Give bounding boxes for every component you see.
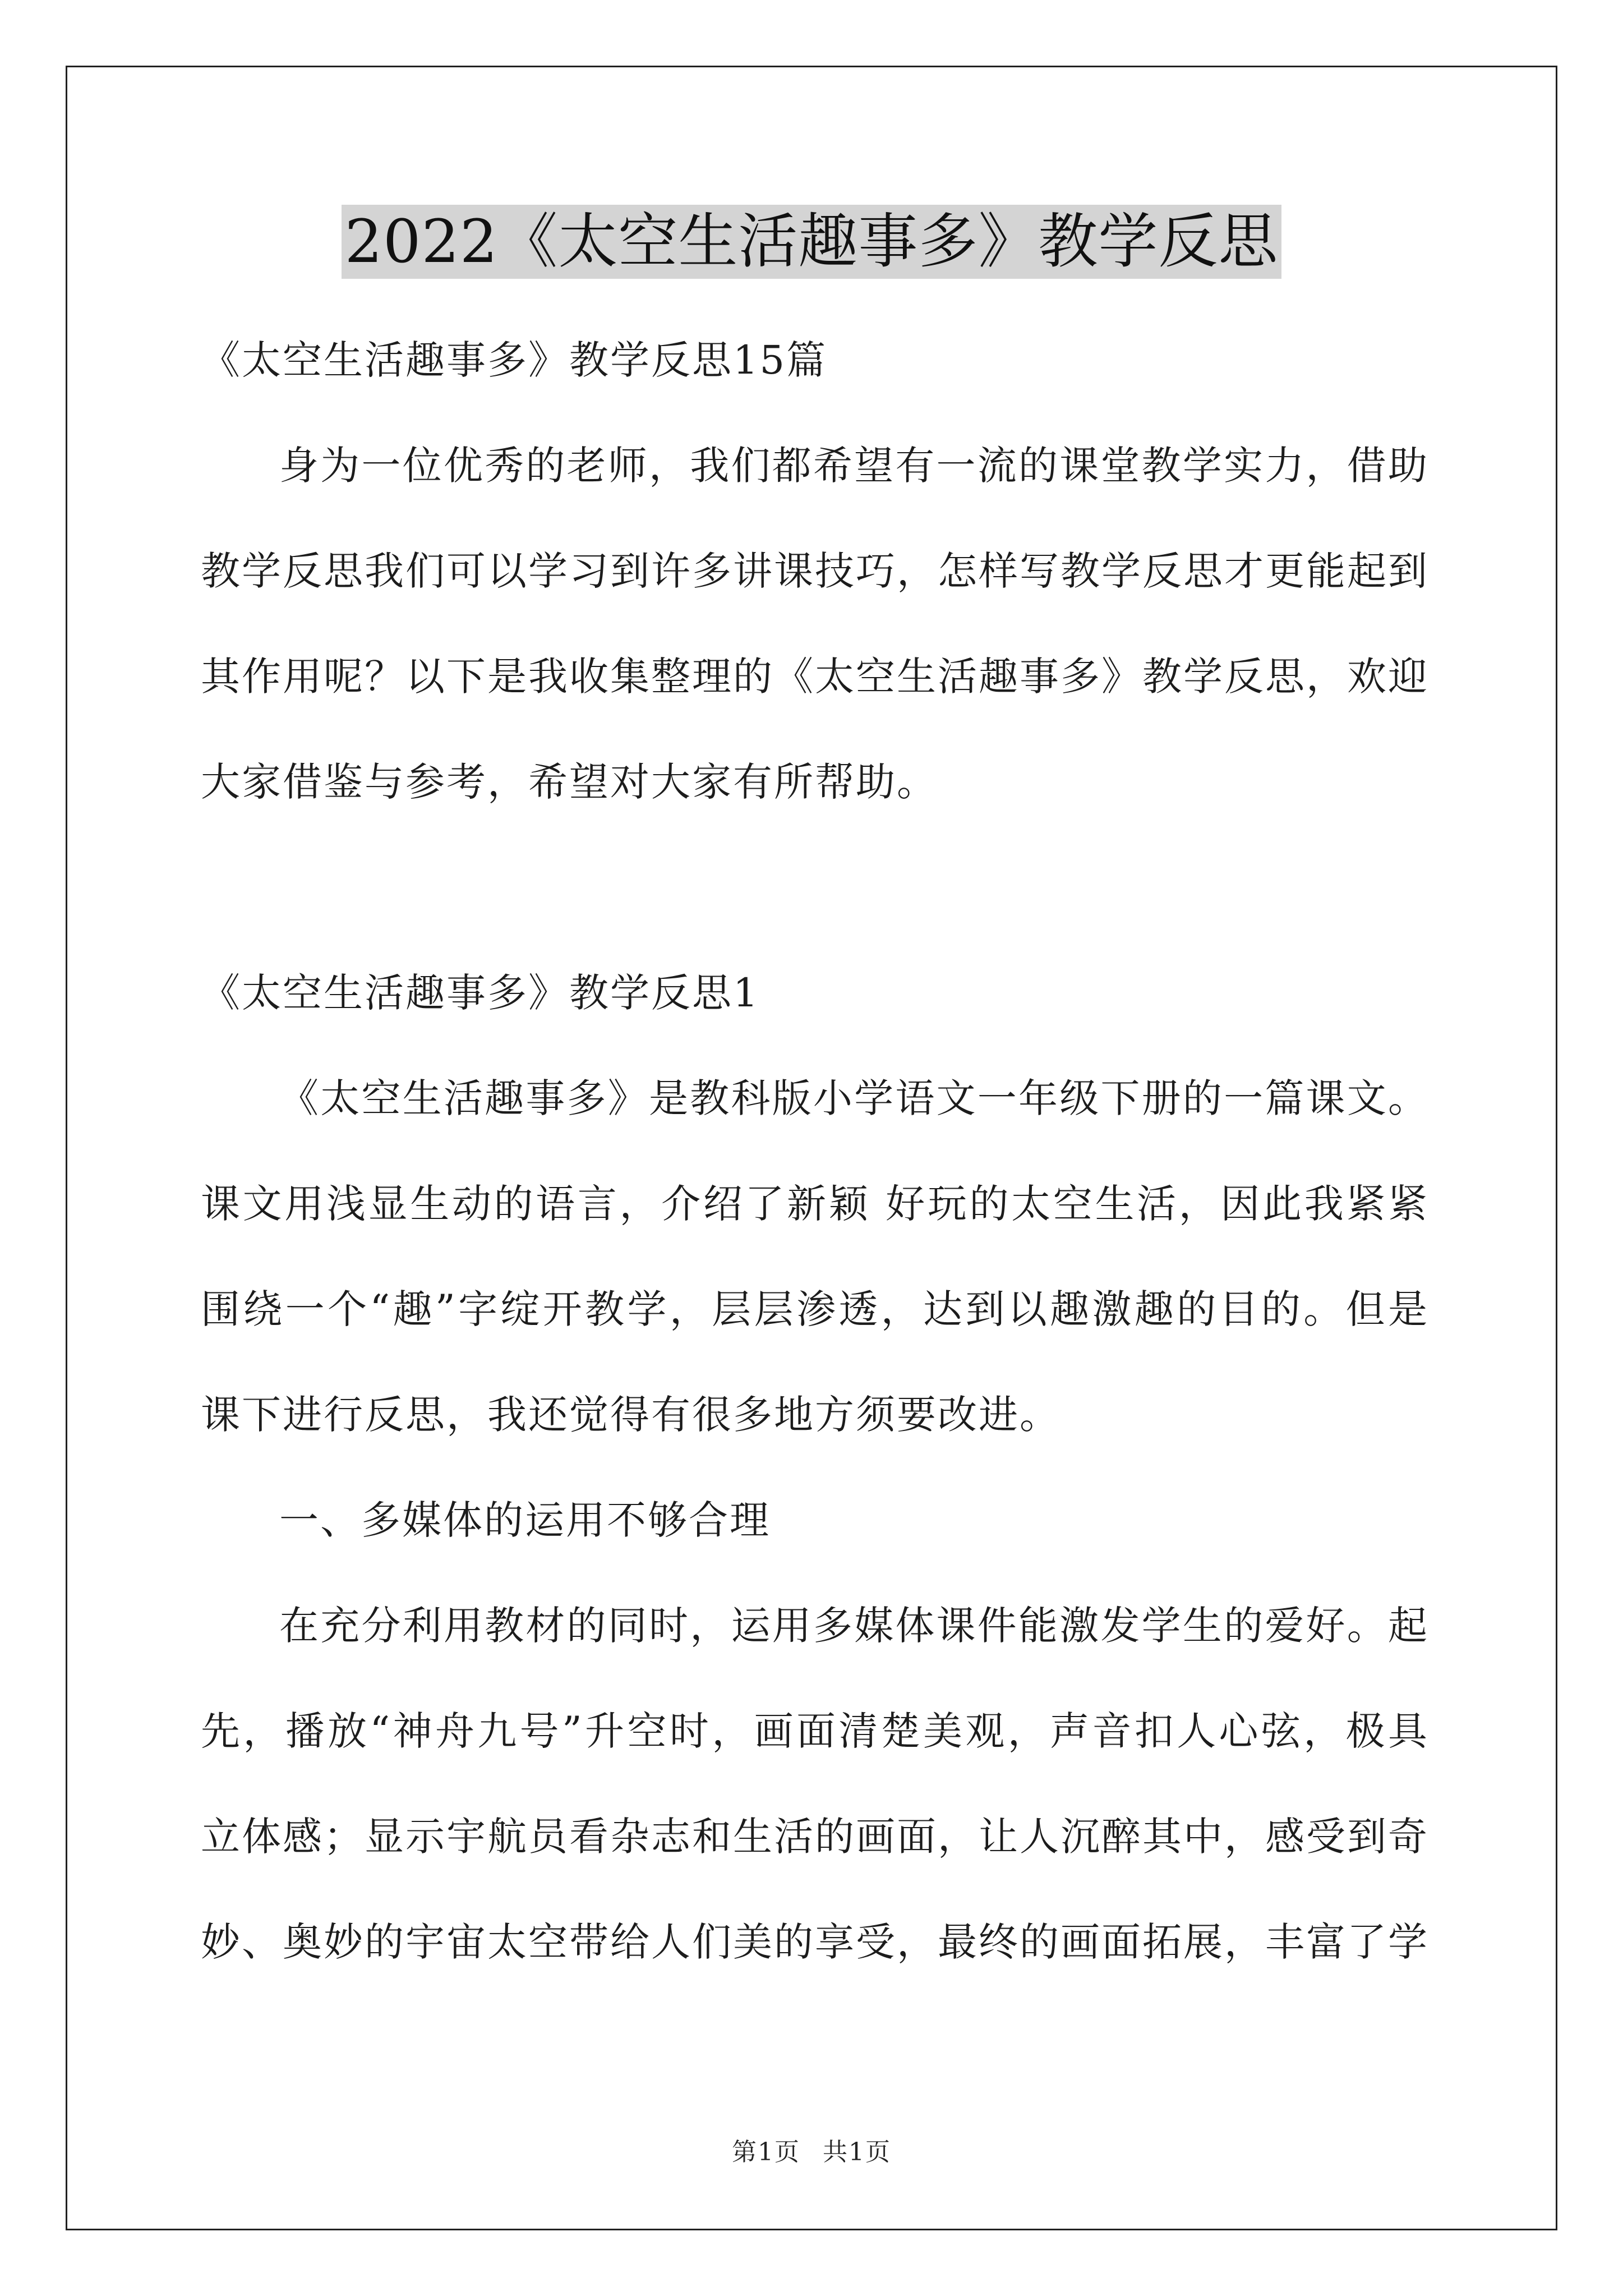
intro-line-2: 教学反思我们可以学习到许多讲课技巧，怎样写教学反思才更能起到 [201, 548, 1429, 594]
subtitle: 《太空生活趣事多》教学反思15篇 [201, 337, 828, 383]
intro-line-1: 身为一位优秀的老师，我们都希望有一流的课堂教学实力，借助 [279, 443, 1429, 489]
para1-line-1: 《太空生活趣事多》是教科版小学语文一年级下册的一篇课文。 [279, 1075, 1429, 1121]
page-number: 第1页 [732, 2138, 800, 2166]
document-title: 2022《太空生活趣事多》教学反思 [342, 205, 1282, 279]
para2-line-4: 妙、奥妙的宇宙太空带给人们美的享受，最终的画面拓展，丰富了学 [201, 1919, 1429, 1965]
page-total: 共1页 [823, 2138, 891, 2166]
para2-line-3: 立体感；显示宇航员看杂志和生活的画面，让人沉醉其中，感受到奇 [201, 1814, 1429, 1860]
point-heading: 一、多媒体的运用不够合理 [279, 1497, 771, 1543]
para1-line-3: 围绕一个“趣”字绽开教学，层层渗透，达到以趣激趣的目的。但是 [201, 1286, 1429, 1332]
spacer [201, 835, 1429, 940]
document-body [201, 307, 1429, 1995]
title-container [0, 205, 1623, 279]
intro-line-3: 其作用呢？以下是我收集整理的《太空生活趣事多》教学反思，欢迎 [201, 654, 1429, 700]
para2-line-1: 在充分利用教材的同时，运用多媒体课件能激发学生的爱好。起 [279, 1603, 1429, 1649]
section-heading: 《太空生活趣事多》教学反思1 [201, 970, 760, 1016]
page-footer [0, 2132, 1623, 2168]
para2-line-2: 先，播放“神舟九号”升空时，画面清楚美观，声音扣人心弦，极具 [201, 1708, 1429, 1754]
para1-line-2: 课文用浅显生动的语言，介绍了新颖 好玩的太空生活，因此我紧紧 [201, 1181, 1429, 1227]
para1-line-4: 课下进行反思，我还觉得有很多地方须要改进。 [201, 1392, 1061, 1438]
intro-line-4: 大家借鉴与参考，希望对大家有所帮助。 [201, 759, 938, 805]
